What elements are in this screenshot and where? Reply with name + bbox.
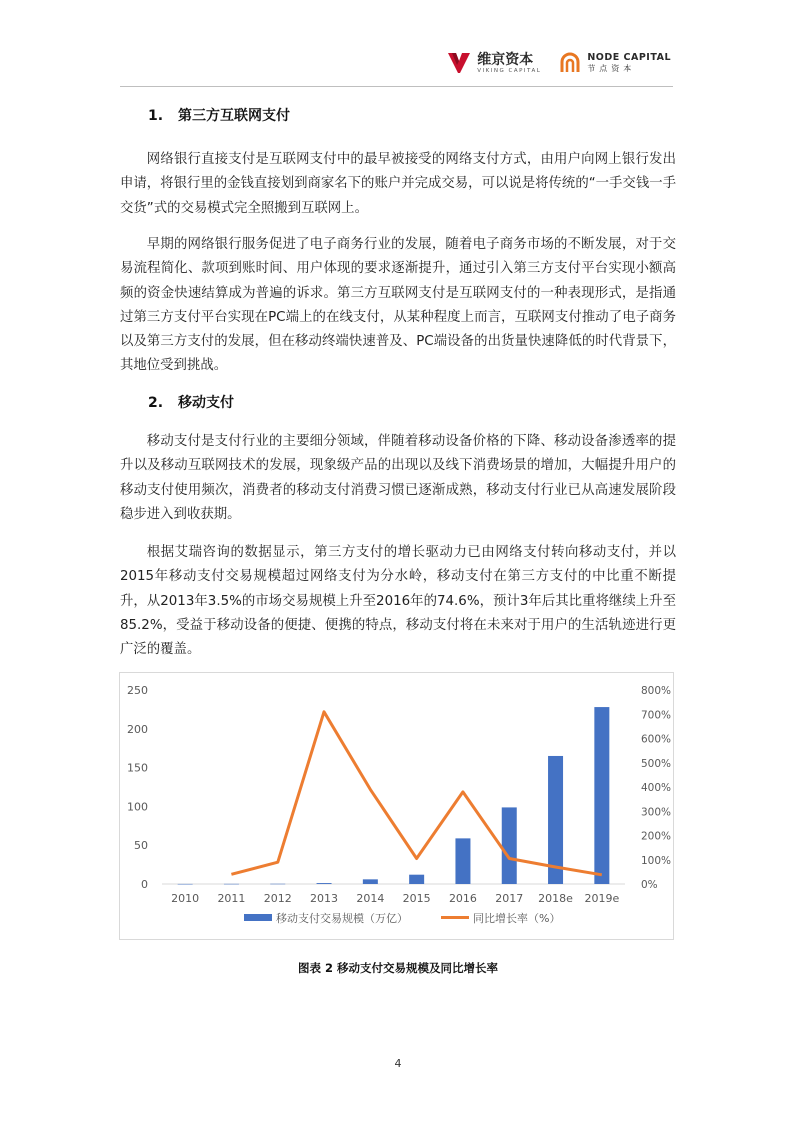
y-left-tick-label: 100	[127, 800, 148, 814]
y-right-tick-label: 0%	[641, 879, 658, 891]
growth-rate-line	[231, 712, 601, 875]
figure-caption: 图表 2 移动支付交易规模及同比增长率	[297, 961, 498, 975]
viking-logo-icon	[447, 52, 471, 74]
header-logos	[447, 52, 671, 74]
bar-2015	[409, 875, 424, 884]
legend-bar-label: 移动支付交易规模（万亿）	[276, 912, 408, 925]
node-logo-icon	[559, 52, 581, 74]
bar-2017	[502, 807, 517, 884]
header-divider	[120, 86, 673, 87]
section-1-number: 1.	[148, 108, 164, 124]
x-tick-label: 2019e	[584, 892, 620, 905]
legend-bar-swatch	[244, 914, 272, 921]
x-tick-label: 2012	[263, 892, 292, 905]
page-number: 4	[394, 1057, 402, 1070]
y-left-tick-label: 200	[127, 722, 148, 736]
x-tick-label: 2010	[171, 892, 200, 905]
section-2-paragraph-1: 移动支付是支付行业的主要细分领域，伴随着移动设备价格的下降、移动设备渗透率的提升以及移动互联网技术的发展，现象级产品的出现以及线下消费场景的增加，大幅提升用户的移动支付使用频次，消费者的移动支付消费习惯已逐渐成熟，移动支付行业已从高速发展阶段稳步进入到收获期。	[120, 434, 676, 522]
legend-line-label: 同比增长率（%）	[473, 912, 561, 925]
mobile-payment-chart	[120, 673, 673, 939]
node-name-cn: 节点资本	[587, 64, 636, 73]
section-1-paragraph-1: 网络银行直接支付是互联网支付中的最早被接受的网络支付方式，由用户向网上银行发出申请，将银行里的金钱直接划到商家名下的账户并完成交易，可以说是将传统的“一手交钱一手交货”式的交易模式完全照搬到互联网上。	[120, 152, 676, 216]
y-right-tick-label: 200%	[641, 830, 672, 843]
x-tick-label: 2013	[310, 892, 339, 905]
y-right-tick-label: 500%	[641, 757, 672, 770]
section-1-title: 第三方互联网支付	[178, 108, 290, 124]
x-tick-label: 2016	[448, 892, 477, 905]
section-1-paragraph-2: 早期的网络银行服务促进了电子商务行业的发展，随着电子商务市场的不断发展，对于交易流程简化、款项到账时间、用户体现的要求逐渐提升，通过引入第三方支付平台实现小额高频的资金快速结算成为普遍的诉求。第三方互联网支付是互联网支付的一种表现形式，是指通过第三方支付平台实现在PC端上的在线支付，从某种程度上而言，互联网支付推动了电子商务以及第三方支付的发展，但在移动终端快速普及、PC端设备的出货量快速降低的时代背景下，其地位受到挑战。	[120, 237, 676, 374]
y-right-tick-label: 800%	[641, 685, 672, 697]
y-right-tick-label: 300%	[641, 806, 672, 819]
section-2-heading	[120, 393, 676, 413]
node-capital-logo	[559, 52, 671, 74]
y-left-tick-label: 50	[134, 839, 148, 853]
x-tick-label: 2017	[495, 892, 524, 905]
bar-2010	[178, 884, 193, 885]
y-left-tick-label: 150	[127, 761, 148, 775]
chart-frame	[119, 672, 674, 940]
viking-capital-logo	[447, 52, 541, 74]
section-2-paragraph-2: 根据艾瑞咨询的数据显示，第三方支付的增长驱动力已由网络支付转向移动支付，并以2015年移动支付交易规模超过网络支付为分水岭，移动支付在第三方支付的中比重不断提升，从2013年3.5%的市场交易规模上升至2016年的74.6%，预计3年后其比重将继续上升至85.2%，受益于移动设备的便捷、便携的特点，移动支付将在未来对于用户的生活轨迹进行更广泛的覆盖。	[120, 545, 676, 658]
bar-2016	[455, 838, 470, 884]
y-right-tick-label: 100%	[641, 854, 672, 867]
bar-2011	[224, 884, 239, 885]
bar-2014	[363, 879, 378, 884]
x-tick-label: 2018e	[538, 892, 573, 905]
bar-2013	[317, 883, 332, 884]
viking-name-cn: 维京资本	[477, 51, 534, 68]
y-left-tick-label: 0	[141, 878, 148, 891]
y-right-tick-label: 700%	[641, 709, 672, 722]
y-right-tick-label: 400%	[641, 782, 672, 794]
y-left-tick-label: 250	[127, 684, 148, 697]
x-tick-label: 2015	[402, 892, 431, 905]
bar-2019e	[594, 707, 609, 884]
viking-name-en: VIKING CAPITAL	[477, 67, 542, 74]
bar-2012	[270, 884, 285, 885]
section-1-heading	[120, 106, 676, 126]
x-tick-label: 2011	[217, 892, 246, 905]
node-name-en: NODE CAPITAL	[587, 52, 671, 63]
y-right-tick-label: 600%	[641, 733, 672, 746]
x-tick-label: 2014	[356, 892, 385, 905]
section-2-title: 移动支付	[178, 395, 234, 411]
section-2-number: 2.	[148, 395, 164, 411]
